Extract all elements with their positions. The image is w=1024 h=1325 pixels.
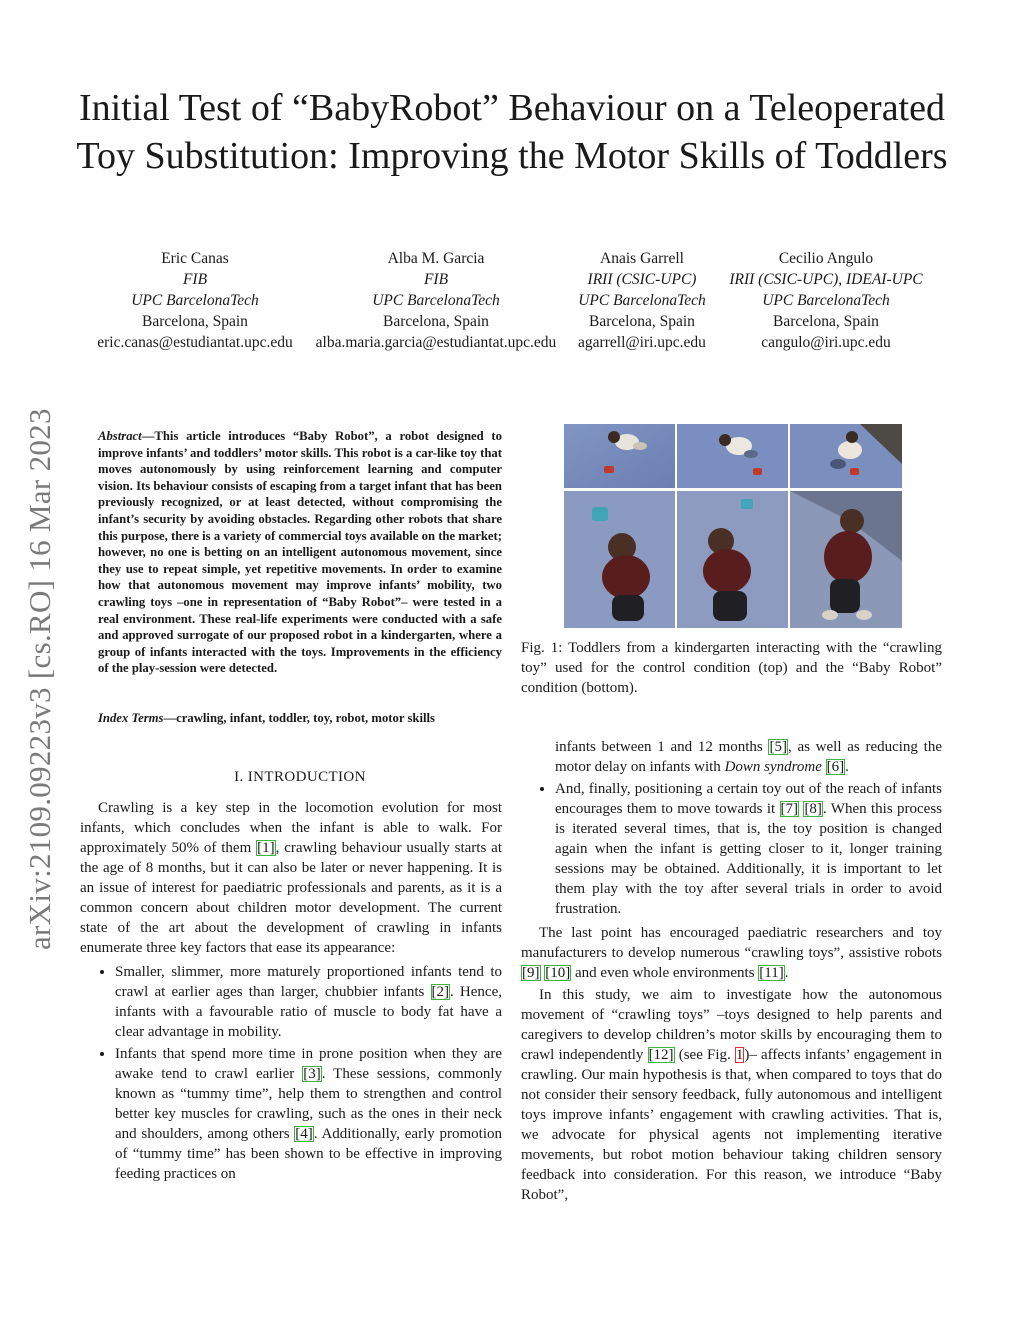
index-terms-label: Index Terms: [98, 711, 164, 725]
author-block: [560, 248, 724, 353]
author-name: Anais Garrell: [600, 250, 684, 267]
paragraph: In this study, we aim to investigate how the autonomous movement of “crawling toys” –toys designed to help parents and caregivers to develop children’s motor skills by encouraging them to crawl independently [12] (see Fig. 1)– affects infants’ engagement in crawling. Our main hypothesis is that, when compared to toys that do not consider their sensory feedback, fully autonomous and intelligent toys improve infants’ engagement with crawling activities. That is, we advocate for physical agents not implementing iterative movements, but robot motion behaviour taking children sensory feedback into consideration. For this reason, we introduce “Baby Robot”,: [521, 987, 942, 1203]
author-city: Barcelona, Spain: [142, 313, 248, 330]
photo-top-right: [790, 424, 902, 488]
citation-link[interactable]: [11]: [759, 965, 784, 981]
citation-link[interactable]: [5]: [769, 739, 787, 755]
figure-reference-link[interactable]: 1: [735, 1047, 744, 1063]
author-dept: FIB: [182, 271, 208, 288]
photo-bottom-left: [564, 491, 675, 628]
bullet-list: [521, 737, 942, 919]
author-email[interactable]: agarrell@iri.upc.edu: [578, 334, 706, 351]
author-dept: IRII (CSIC-UPC), IDEAI-UPC: [729, 271, 923, 288]
section-heading: I. INTRODUCTION: [234, 769, 366, 785]
author-org: UPC BarcelonaTech: [578, 292, 706, 309]
author-block: [80, 248, 310, 353]
citation-link[interactable]: [2]: [431, 984, 449, 1000]
author-dept: FIB: [423, 271, 449, 288]
author-city: Barcelona, Spain: [589, 313, 695, 330]
author-email[interactable]: alba.maria.garcia@estudiantat.upc.edu: [315, 334, 557, 351]
author-org: UPC BarcelonaTech: [131, 292, 259, 309]
photo-top-middle: [677, 424, 788, 488]
author-dept: IRII (CSIC-UPC): [587, 271, 697, 288]
citation-link[interactable]: [1]: [257, 840, 275, 856]
author-org: UPC BarcelonaTech: [762, 292, 890, 309]
author-name: Cecilio Angulo: [778, 250, 874, 267]
abstract-label: Abstract: [98, 429, 142, 443]
author-email[interactable]: eric.canas@estudiantat.upc.edu: [97, 334, 293, 351]
photo-top-left: [564, 424, 675, 488]
bullet-list: [80, 962, 502, 1184]
citation-link[interactable]: [9]: [522, 965, 540, 981]
photo-bottom-middle: [677, 491, 788, 628]
author-block: [706, 248, 946, 353]
citation-link[interactable]: [7]: [780, 801, 799, 817]
figure-1: [564, 424, 902, 628]
arxiv-identifier[interactable]: arXiv:2109.09223v3 [cs.RO] 16 Mar 2023: [22, 408, 57, 950]
author-block: [300, 248, 572, 353]
list-item: • And, finally, positioning a certain toy out of the reach of infants encourages them to move towards it [7] [8]. When this process is iterated several times, that is, the toy position is changed again when the infant is getting closer to it, longer training sessions may be obtained. Additionally, it is important to let them play with the toy after several trials in order to avoid frustration.: [555, 779, 942, 919]
author-org: UPC BarcelonaTech: [372, 292, 500, 309]
citation-link[interactable]: [10]: [545, 965, 571, 981]
right-column: [521, 737, 942, 1205]
paragraph: The last point has encouraged paediatric researchers and toy manufacturers to develop numerous “crawling toys”, assistive robots [9] [10] and even whole environments [11].: [521, 925, 942, 981]
paper-title: Initial Test of “BabyRobot” Behaviour on a Teleoperated Toy Substitution: Improving the Motor Skills of Toddlers: [76, 87, 948, 177]
author-name: Alba M. Garcia: [387, 250, 485, 267]
list-item-continued: infants between 1 and 12 months [5], as well as reducing the motor delay on infants with Down syndrome [6].: [555, 739, 942, 775]
citation-link[interactable]: [4]: [295, 1126, 313, 1142]
author-city: Barcelona, Spain: [773, 313, 879, 330]
photo-bottom-right: [790, 491, 902, 628]
abstract-text: This article introduces “Baby Robot”, a robot designed to improve infants’ and toddlers’ motor skills. This robot is a car-like toy that moves autonomously by using reinforcement learning and computer vision. Its behaviour consists of escaping from a target infant that has been previously recognized, or at least detected, without compromising the infant’s security by avoiding obstacles. Regarding other robots that share this purpose, there is a variety of commercial toys available on the market; however, no one is betting on an intelligent autonomous movement, since they use to repeat simple, yet repetitive movements. In order to examine how that autonomous movement may improve infants’ mobility, two crawling toys –one in representation of “Baby Robot”– were tested in a real environment. These real-life experiments were conducted with a safe and approved surrogate of our proposed robot in a kindergarten, where a group of infants interacted with the toys. Improvements in the efficiency of the play-session were detected.: [98, 429, 502, 676]
index-terms: Index Terms—crawling, infant, toddler, toy, robot, motor skills: [98, 711, 435, 725]
citation-link[interactable]: [12]: [648, 1047, 674, 1063]
citation-link[interactable]: [6]: [826, 759, 845, 775]
citation-link[interactable]: [3]: [303, 1066, 321, 1082]
citation-link[interactable]: [8]: [804, 801, 822, 817]
list-item: • Infants that spend more time in prone position when they are awake tend to crawl earlier [3]. These sessions, commonly known as “tummy time”, help them to strengthen and control better key muscles for crawling, such as the ones in their neck and shoulders, among others [4]. Additionally, early promotion of “tummy time” has been shown to be effective in improving feeding practices on: [115, 1044, 502, 1184]
author-email[interactable]: cangulo@iri.upc.edu: [761, 334, 891, 351]
index-terms-text: crawling, infant, toddler, toy, robot, motor skills: [176, 711, 435, 725]
author-city: Barcelona, Spain: [383, 313, 489, 330]
author-name: Eric Canas: [161, 250, 229, 267]
paragraph: Crawling is a key step in the locomotion evolution for most infants, which concludes when the infant is able to walk. For approximately 50% of them [1], crawling behaviour usually starts at the age of 8 months, but it can also be later or never happening. It is an issue of interest for paediatric professionals and parents, as it is a common concern about children motor development. The current state of the art about the development of crawling in infants enumerate three key factors that ease its appearance:: [80, 800, 502, 956]
figure-caption: Fig. 1: Toddlers from a kindergarten interacting with the “crawling toy” used for the control condition (top) and the “Baby Robot” condition (bottom).: [521, 640, 942, 696]
list-item: • Smaller, slimmer, more maturely proportioned infants tend to crawl at earlier ages than larger, chubbier infants [2]. Hence, infants with a favourable ratio of muscle to body fat have a clear advantage in mobility.: [115, 962, 502, 1042]
abstract: Abstract—This article introduces “Baby Robot”, a robot designed to improve infants’ and toddlers’ motor skills. This robot is a car-like toy that moves autonomously by using reinforcement learning and computer vision. Its behaviour consists of escaping from a target infant that has been previously recognized, or at least detected, without compromising the infant’s security by avoiding obstacles. Regarding other robots that share this purpose, there is a variety of commercial toys available on the market; however, no one is betting on an intelligent autonomous movement, since they use to repeat simple, yet repetitive movements. In order to examine how that autonomous movement may improve infants’ mobility, two crawling toys –one in representation of “Baby Robot”– were tested in a real environment. These real-life experiments were conducted with a safe and approved surrogate of our proposed robot in a kindergarten, where a group of infants interacted with the toys. Improvements in the efficiency of the play-session were detected.: [98, 429, 502, 676]
left-column: [80, 798, 502, 1186]
